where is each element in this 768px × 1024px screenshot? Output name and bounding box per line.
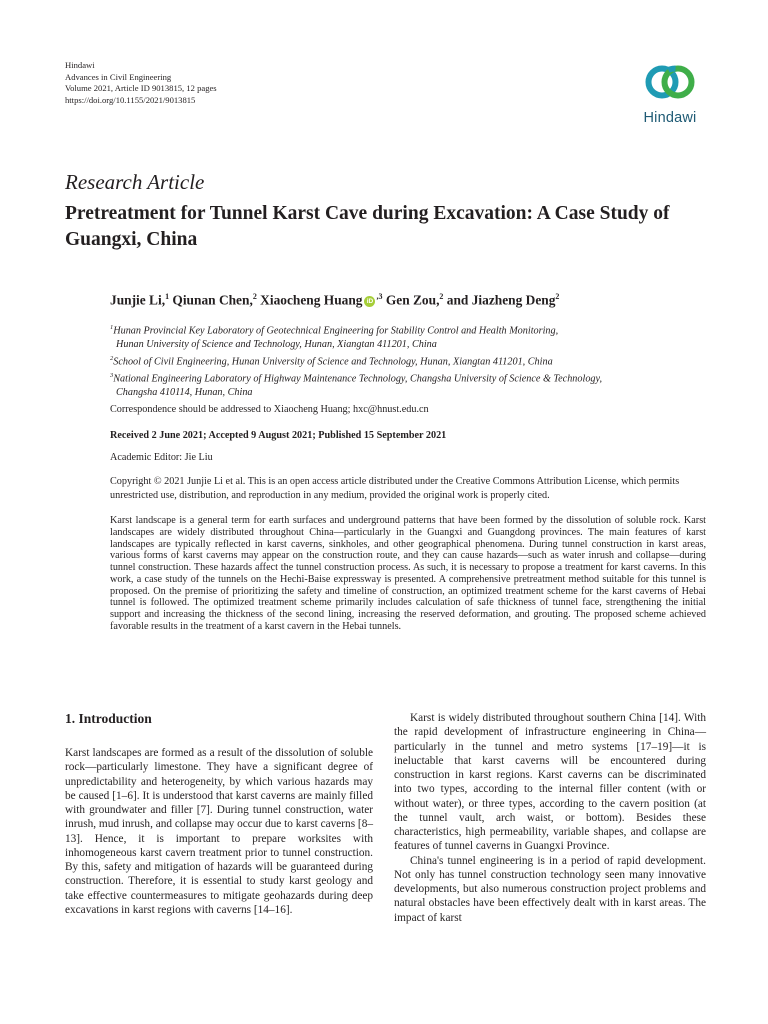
paper-title: Pretreatment for Tunnel Karst Cave during Excavation: A Case Study of Guangxi, China — [65, 203, 670, 250]
affil-number: 3 — [110, 371, 114, 379]
author-affil-ref: ,3 — [376, 292, 383, 301]
author-affil-ref: 2 — [252, 292, 257, 301]
hindawi-rings-icon — [644, 57, 696, 107]
author-name[interactable]: and Jiazheng Deng — [446, 292, 556, 308]
correspondence: Correspondence should be addressed to Xiaocheng Huang; hxc@hnust.edu.cn — [110, 404, 429, 415]
body-paragraph: Karst landscapes are formed as a result of the dissolution of soluble rock—particularly limestone. They have a significant degree of unpredictability and heterogeneity, by which various hazards may be caused [1–6]. It is understood that karst caverns are mainly filled with groundwater and filler [7]. During tunnel construction, water inrush, mud inrush, and collapse may occur due to karst caverns [8–13]. Hence, it is important to prepare worksites with inhomogeneous karst cavern treatment prior to tunnel construction. By this, safety and mitigation of hazards will be guaranteed during construction. Therefore, it is essential to study karst geology and take effective countermeasures to mitigate geohazards during deep excavations in karst regions with caverns [14–16]. — [65, 747, 373, 916]
affiliations — [110, 321, 710, 399]
academic-editor: Academic Editor: Jie Liu — [110, 452, 213, 463]
affil-line: School of Civil Engineering, Hunan University of Science and Technology, Hunan, Xiangtan 411201, China — [113, 355, 553, 367]
hindawi-logo — [633, 57, 707, 133]
author-name[interactable]: Xiaocheng Huang — [260, 292, 363, 308]
abstract: Karst landscape is a general term for earth surfaces and underground patterns that have been formed by the dissolution of soluble rock. Karst landscapes are widely distributed throughout China—particularly in the Guangxi and Guangdong provinces. The main features of karst landscapes are typically reflected in karst caverns, sinkholes, and other geographical phenomena. During tunnel construction in karst areas, various forms of karst caverns may appear on the construction route, and they can cause hazards—such as water inrush and collapse—during tunnel construction. These hazards affect the tunnel construction process. As such, it is necessary to propose a treatment for karst caverns. In this work, a case study of the tunnels on the Hechi-Baise expressway is presented. A comprehensive pretreatment method suitable for this tunnel is proposed. On the premise of prioritizing the safety and timeline of construction, an optimized treatment scheme for the karst caverns of Hebai tunnel is followed. The optimized treatment scheme primarily includes calculation of safe thickness of tunnel face, strengthening the initial support and increasing the thickness of the second lining, increasing the reserved deformation, and grouting. The proposed scheme achieved favorable results in the treatment of a karst cavern in the Hebai tunnels. — [110, 515, 706, 632]
publication-dates: Received 2 June 2021; Accepted 9 August 2021; Published 15 September 2021 — [110, 430, 447, 441]
author-affil-ref: 2 — [555, 292, 560, 301]
affil-number: 2 — [110, 354, 114, 362]
left-column — [65, 711, 373, 917]
doi-link[interactable]: https://doi.org/10.1155/2021/9013815 — [65, 94, 196, 105]
affil-line: National Engineering Laboratory of Highway Maintenance Technology, Changsha University of Science & Technology, — [113, 372, 603, 384]
author-affil-ref: 1 — [165, 292, 170, 301]
journal-meta — [65, 60, 217, 106]
article-type: Research Article — [65, 170, 205, 194]
affil-line: Hunan University of Science and Technology, Hunan, Xiangtan 411201, China — [116, 338, 437, 350]
copyright-notice: Copyright © 2021 Junjie Li et al. This is an open access article distributed under the Creative Commons Attribution License, which permits unrestricted use, distribution, and reproduction in any medium, provided the original work is properly cited. — [110, 476, 680, 501]
author-list — [110, 292, 559, 308]
affil-number: 1 — [110, 324, 114, 331]
publisher-name: Hindawi — [65, 60, 95, 70]
orcid-icon[interactable]: iD — [364, 296, 375, 307]
author-affil-ref: 2 — [439, 292, 444, 301]
volume-line: Volume 2021, Article ID 9013815, 12 pages — [65, 83, 217, 93]
body-paragraph: Karst is widely distributed throughout southern China [14]. With the rapid development of infrastructure engineering in China—particularly in the tunnel and metro systems [17–19]—it is ineluctable that karst caverns will be encountered during construction in karst regions. Karst caverns can be discriminated into two types, according to the internal filler content (with or without water), or three types, according to the cavern position (at the tunnel vault, arch waist, or bottom). Besides these characteristics, high permeability, variable shapes, and collapse are features of tunnel caverns in Guangxi Province. — [394, 712, 706, 853]
logo-wordmark: Hindawi — [643, 110, 697, 126]
affiliation-3 — [110, 369, 710, 400]
affiliation-2 — [110, 352, 710, 369]
affiliation-1 — [110, 321, 710, 352]
right-column — [394, 711, 706, 925]
author-name[interactable]: Qiunan Chen, — [172, 292, 253, 308]
section-heading: 1. Introduction — [65, 711, 152, 726]
author-name[interactable]: Junjie Li, — [110, 292, 166, 308]
journal-name: Advances in Civil Engineering — [65, 71, 172, 82]
affil-line: Hunan Provincial Key Laboratory of Geotechnical Engineering for Stability Control and Health Monitoring, — [113, 325, 559, 337]
body-paragraph: China's tunnel engineering is in a period of rapid development. Not only has tunnel construction technology seen many innovative developments, but also numerous construction project problems and natural obstacles have been effectively dealt with in karst areas. The impact of karst — [394, 854, 706, 924]
author-name[interactable]: Gen Zou, — [385, 292, 440, 308]
affil-line: Changsha 410114, Hunan, China — [116, 386, 253, 398]
